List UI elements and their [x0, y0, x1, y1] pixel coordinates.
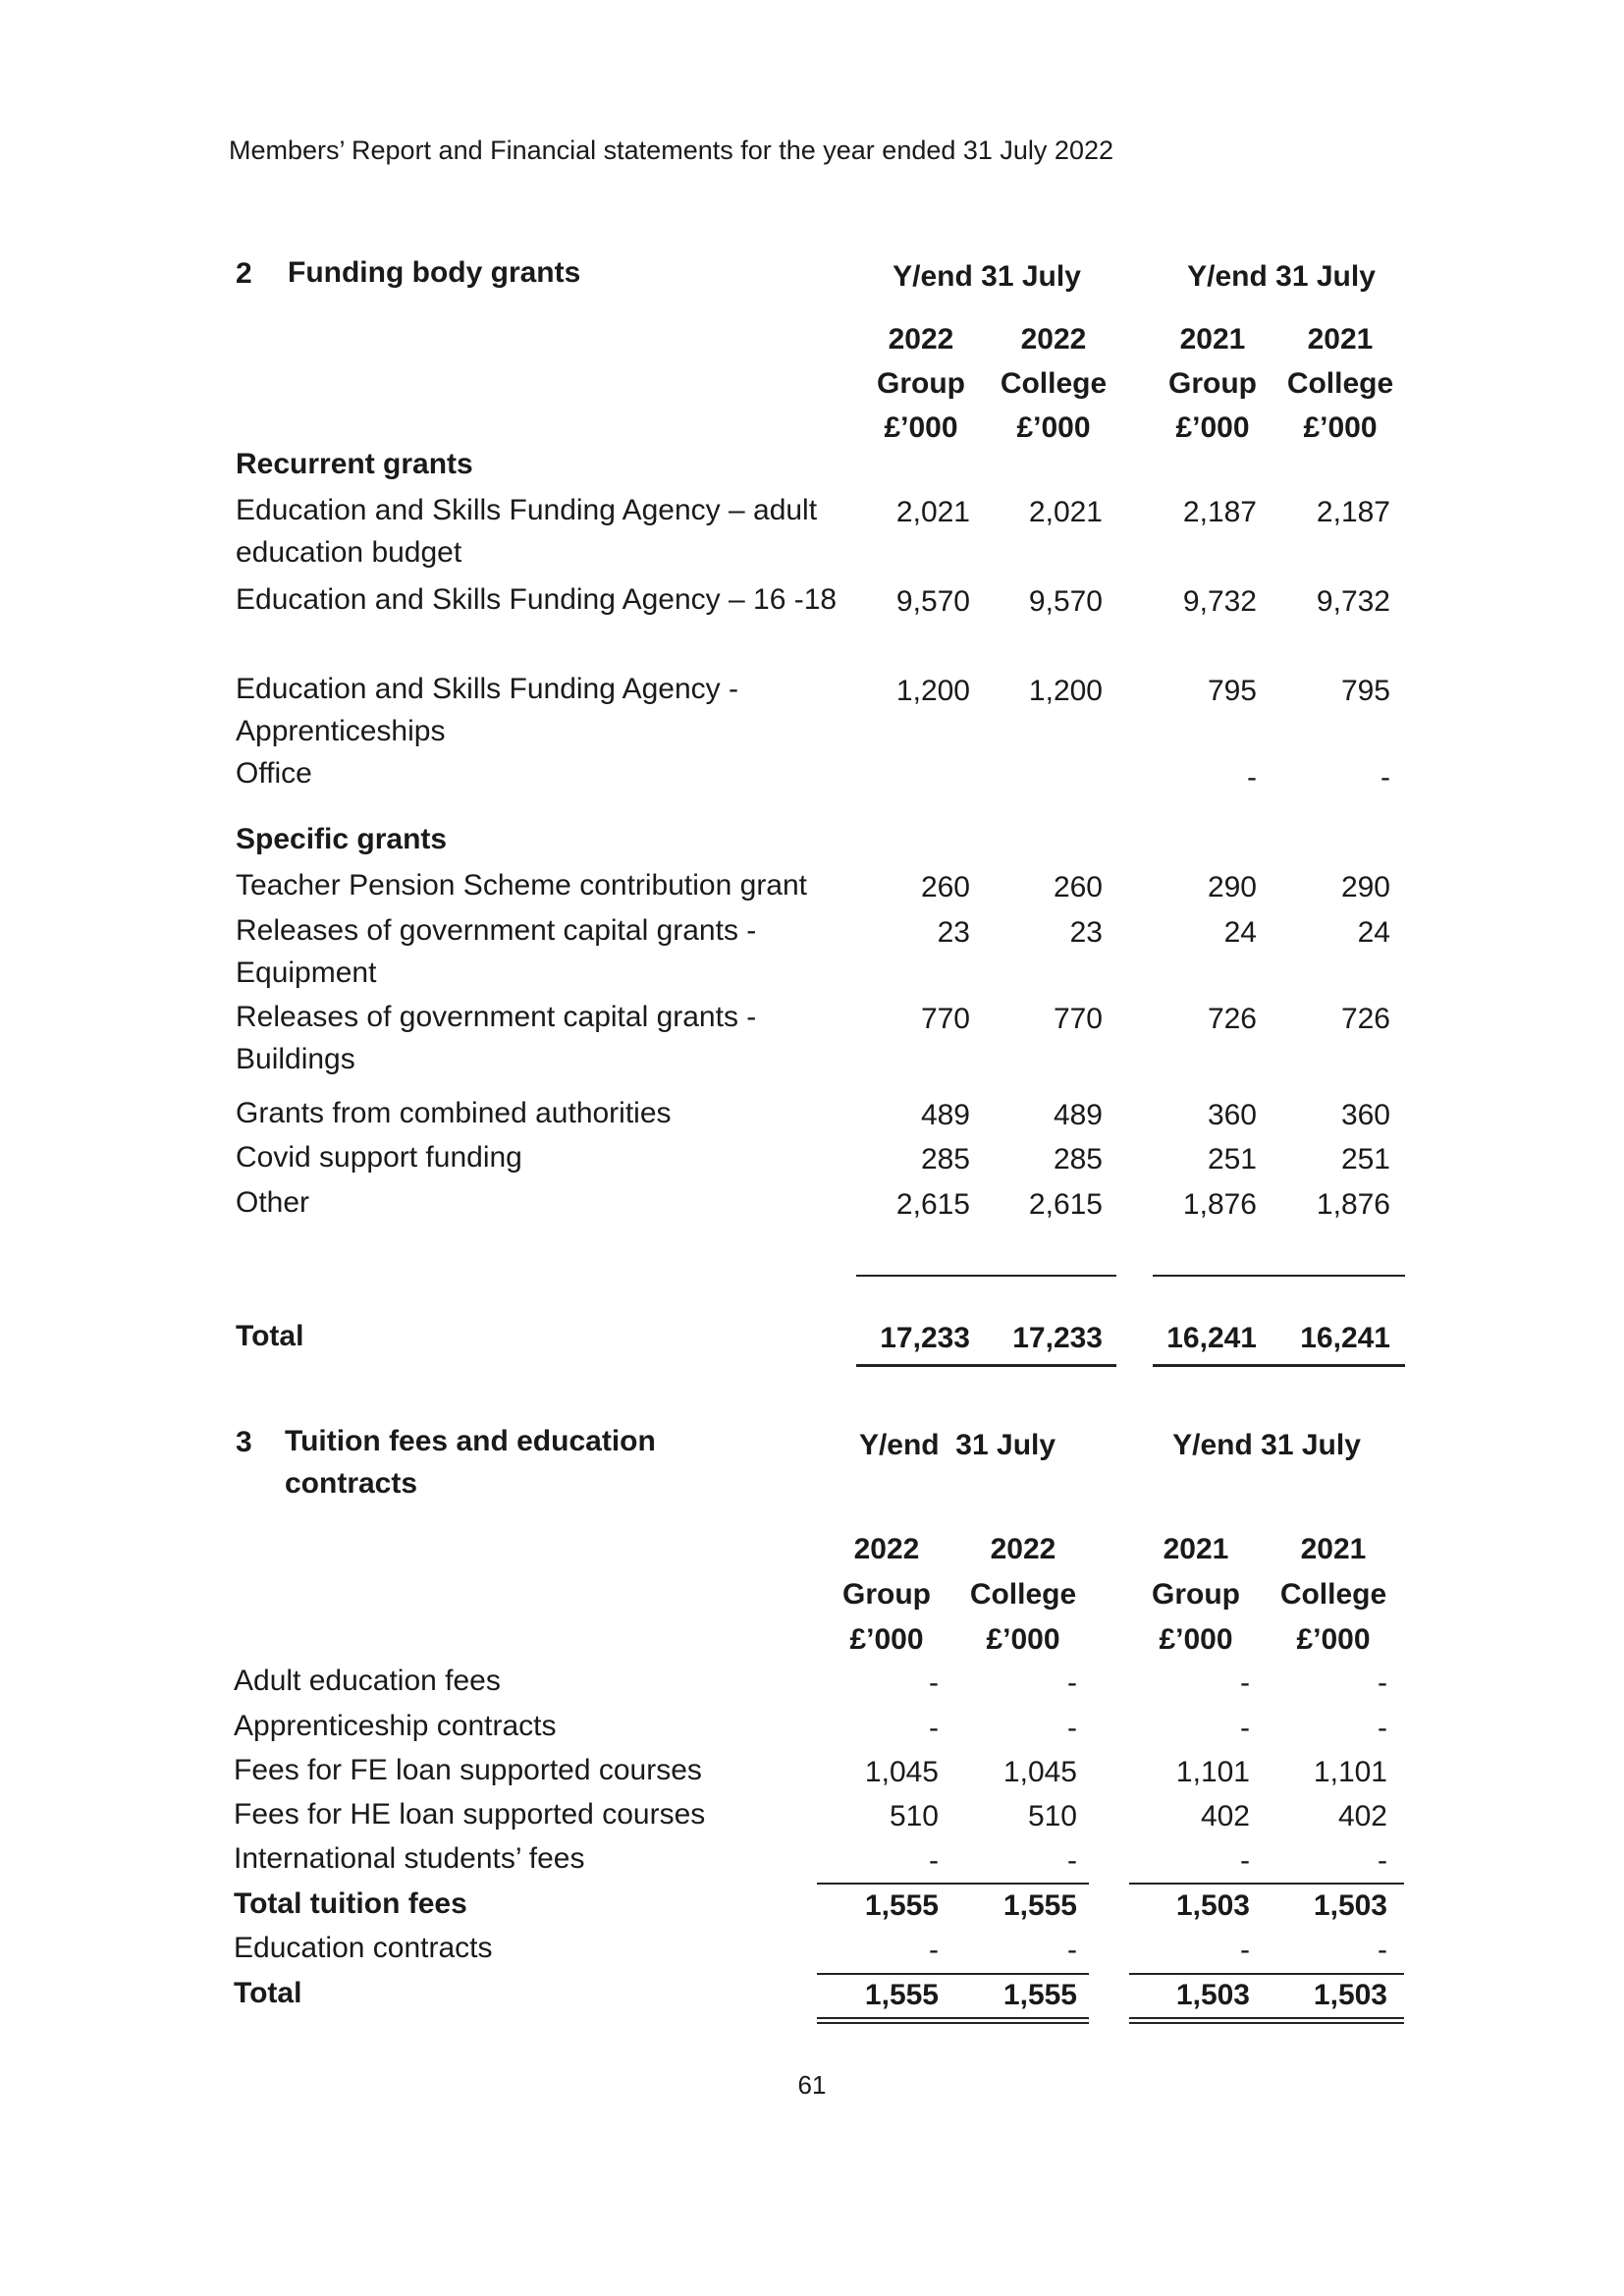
total-underline — [856, 1364, 1116, 1367]
s2-total-label: Total — [236, 1320, 304, 1352]
col-entity: Group — [1168, 367, 1257, 400]
s2-cell: 9,732 — [1182, 585, 1257, 618]
document-header: Members’ Report and Financial statements for the year ended 31 July 2022 — [229, 136, 1113, 165]
s3-cell: 1,503 — [1313, 1889, 1387, 1922]
s3-col-head-2022-college — [959, 1527, 1087, 1663]
s2-total-cell: 16,241 — [1166, 1322, 1257, 1354]
subtotal-rule — [1153, 1275, 1405, 1277]
s2-cell: 260 — [1053, 871, 1103, 903]
col-entity: Group — [842, 1578, 931, 1611]
s3-cell: - — [1067, 1844, 1077, 1877]
s2-cell: 1,876 — [1182, 1188, 1257, 1221]
s2-cell: 2,021 — [1028, 496, 1103, 528]
subtotal-rule — [817, 1883, 1089, 1885]
s2-cell: - — [1380, 761, 1390, 793]
col-year: 2021 — [1163, 1533, 1229, 1565]
section-2-title: Funding body grants — [288, 256, 581, 289]
col-year: 2021 — [1307, 323, 1374, 355]
s2-cell: 290 — [1207, 871, 1257, 903]
s3-total-cell: 1,555 — [864, 1979, 939, 2011]
col-unit: £’000 — [1159, 1623, 1233, 1656]
s3-cell: - — [1067, 1667, 1077, 1699]
s2-total-cell: 17,233 — [880, 1322, 970, 1354]
col-entity: Group — [877, 367, 965, 400]
specific-grants-heading: Specific grants — [236, 823, 448, 855]
s2-cell: 24 — [1223, 916, 1257, 949]
s2-cell: 795 — [1207, 675, 1257, 707]
s3-cell: 510 — [1027, 1800, 1077, 1832]
title-line: contracts — [285, 1467, 418, 1500]
s2-col-head-2022-group — [862, 317, 980, 450]
s2-cell: 795 — [1340, 675, 1390, 707]
s3-cell: - — [929, 1934, 939, 1966]
s3-cell: - — [1240, 1844, 1250, 1877]
s3-cell: - — [1240, 1934, 1250, 1966]
s3-cell: 510 — [889, 1800, 939, 1832]
s3-row-label: Apprenticeship contracts — [234, 1710, 557, 1742]
section-3-title — [285, 1420, 656, 1504]
label-line: Equipment — [236, 957, 377, 989]
s3-cell: 1,101 — [1313, 1756, 1387, 1788]
label-line: Releases of government capital grants - — [236, 914, 757, 947]
s2-cell: 2,615 — [1028, 1188, 1103, 1221]
s2-cell: 1,200 — [895, 675, 970, 707]
s3-cell: 1,555 — [1002, 1889, 1077, 1922]
s2-cell: 9,570 — [895, 585, 970, 618]
s3-cell: - — [1378, 1844, 1387, 1877]
s3-row-label: Adult education fees — [234, 1665, 501, 1697]
s3-row-label: Fees for FE loan supported courses — [234, 1754, 702, 1786]
col-entity: College — [1286, 367, 1394, 400]
s3-col-head-2022-group — [828, 1527, 946, 1663]
subtotal-rule — [856, 1275, 1116, 1277]
s2-col-head-2021-college — [1276, 317, 1404, 450]
col-year: 2021 — [1179, 323, 1246, 355]
s2-cell: 489 — [1053, 1099, 1103, 1131]
label-line: Education and Skills Funding Agency – adult — [236, 494, 818, 526]
s2-cell: 290 — [1340, 871, 1390, 903]
s3-cell: 402 — [1200, 1800, 1250, 1832]
s2-cell: 2,021 — [895, 496, 970, 528]
s3-cell: - — [929, 1667, 939, 1699]
s3-cell: - — [1240, 1712, 1250, 1744]
label-line: Buildings — [236, 1043, 355, 1075]
s2-cell: 360 — [1340, 1099, 1390, 1131]
s2-cell: 251 — [1340, 1143, 1390, 1175]
s3-group-head-2022: Y/end 31 July — [858, 1429, 1056, 1461]
s3-cell: 1,045 — [1002, 1756, 1077, 1788]
s2-cell: 1,876 — [1316, 1188, 1390, 1221]
s2-row-label: Grants from combined authorities — [236, 1097, 672, 1129]
label-line: Education and Skills Funding Agency - — [236, 673, 738, 705]
s2-cell: 770 — [920, 1003, 970, 1035]
s3-total-cell: 1,503 — [1175, 1979, 1250, 2011]
section-3-number: 3 — [236, 1426, 252, 1458]
s3-cell: - — [1067, 1934, 1077, 1966]
col-unit: £’000 — [1303, 411, 1378, 444]
s3-cell: - — [1378, 1712, 1387, 1744]
s3-total-cell: 1,503 — [1313, 1979, 1387, 2011]
label-line: Releases of government capital grants - — [236, 1001, 757, 1033]
s2-cell: 285 — [1053, 1143, 1103, 1175]
total-double-underline — [1129, 2017, 1404, 2024]
page-number: 61 — [797, 2070, 827, 2100]
s2-cell: 23 — [1069, 916, 1103, 949]
s2-cell: 2,187 — [1316, 496, 1390, 528]
s3-total-tuition-label: Total tuition fees — [234, 1887, 467, 1920]
s3-cell: - — [1067, 1712, 1077, 1744]
s3-total-cell: 1,555 — [1002, 1979, 1077, 2011]
recurrent-grants-heading: Recurrent grants — [236, 448, 473, 480]
s2-total-cell: 17,233 — [1012, 1322, 1103, 1354]
col-entity: College — [1279, 1578, 1387, 1611]
col-unit: £’000 — [849, 1623, 924, 1656]
col-unit: £’000 — [1175, 411, 1250, 444]
s3-total-label: Total — [234, 1977, 302, 2009]
s3-cell: - — [1240, 1667, 1250, 1699]
s3-row-label: Education contracts — [234, 1932, 493, 1964]
s2-cell: 360 — [1207, 1099, 1257, 1131]
s3-cell: 1,555 — [864, 1889, 939, 1922]
s2-cell: 726 — [1207, 1003, 1257, 1035]
s2-cell: - — [1247, 761, 1257, 793]
s2-cell: 489 — [920, 1099, 970, 1131]
s2-col-head-2022-college — [990, 317, 1117, 450]
label-line: Apprenticeships — [236, 715, 446, 747]
subtotal-rule — [817, 1973, 1089, 1975]
s3-cell: 1,503 — [1175, 1889, 1250, 1922]
s2-cell: 9,732 — [1316, 585, 1390, 618]
s3-cell: - — [1378, 1667, 1387, 1699]
col-entity: Group — [1152, 1578, 1240, 1611]
col-entity: College — [1000, 367, 1108, 400]
s2-cell: 9,570 — [1028, 585, 1103, 618]
col-year: 2022 — [1020, 323, 1087, 355]
s3-group-head-2021: Y/end 31 July — [1172, 1429, 1361, 1461]
s2-row-label — [236, 909, 756, 994]
s2-cell: 260 — [920, 871, 970, 903]
s2-cell: 2,187 — [1182, 496, 1257, 528]
s3-col-head-2021-college — [1270, 1527, 1397, 1663]
s3-cell: 1,101 — [1175, 1756, 1250, 1788]
s2-cell: 770 — [1053, 1003, 1103, 1035]
s2-row-label — [236, 668, 738, 752]
s2-cell: 251 — [1207, 1143, 1257, 1175]
s2-row-label: Other — [236, 1186, 310, 1219]
total-underline — [1153, 1364, 1405, 1367]
subtotal-rule — [1129, 1973, 1404, 1975]
s3-row-label: International students’ fees — [234, 1842, 585, 1875]
s3-cell: - — [929, 1712, 939, 1744]
title-line: Tuition fees and education — [285, 1425, 656, 1457]
s2-row-label: Covid support funding — [236, 1141, 522, 1174]
s3-col-head-2021-group — [1137, 1527, 1255, 1663]
s3-cell: 402 — [1337, 1800, 1387, 1832]
section-2-number: 2 — [236, 257, 252, 290]
col-year: 2022 — [853, 1533, 920, 1565]
subtotal-rule — [1129, 1883, 1404, 1885]
s2-row-label — [236, 996, 756, 1080]
s2-row-label: Teacher Pension Scheme contribution grant — [236, 869, 808, 902]
s2-cell: 24 — [1357, 916, 1390, 949]
s2-group-head-2021: Y/end 31 July — [1187, 260, 1376, 293]
s3-cell: - — [929, 1844, 939, 1877]
total-double-underline — [817, 2017, 1089, 2024]
s2-cell: 23 — [937, 916, 970, 949]
s2-cell: 1,200 — [1028, 675, 1103, 707]
s2-cell: 726 — [1340, 1003, 1390, 1035]
s3-cell: - — [1378, 1934, 1387, 1966]
s2-cell: 285 — [920, 1143, 970, 1175]
s2-row-label — [236, 489, 817, 574]
s2-group-head-2022: Y/end 31 July — [893, 260, 1081, 293]
s2-row-label: Office — [236, 757, 312, 790]
col-entity: College — [969, 1578, 1077, 1611]
col-unit: £’000 — [884, 411, 958, 444]
col-year: 2021 — [1300, 1533, 1367, 1565]
s3-cell: 1,045 — [864, 1756, 939, 1788]
col-unit: £’000 — [986, 1623, 1060, 1656]
s3-row-label: Fees for HE loan supported courses — [234, 1798, 706, 1831]
col-year: 2022 — [888, 323, 954, 355]
label-line: education budget — [236, 536, 462, 569]
col-year: 2022 — [990, 1533, 1056, 1565]
s2-row-label: Education and Skills Funding Agency – 16 -18 — [236, 583, 838, 616]
s2-total-cell: 16,241 — [1300, 1322, 1390, 1354]
s2-col-head-2021-group — [1154, 317, 1272, 450]
col-unit: £’000 — [1016, 411, 1091, 444]
col-unit: £’000 — [1296, 1623, 1371, 1656]
s2-cell: 2,615 — [895, 1188, 970, 1221]
